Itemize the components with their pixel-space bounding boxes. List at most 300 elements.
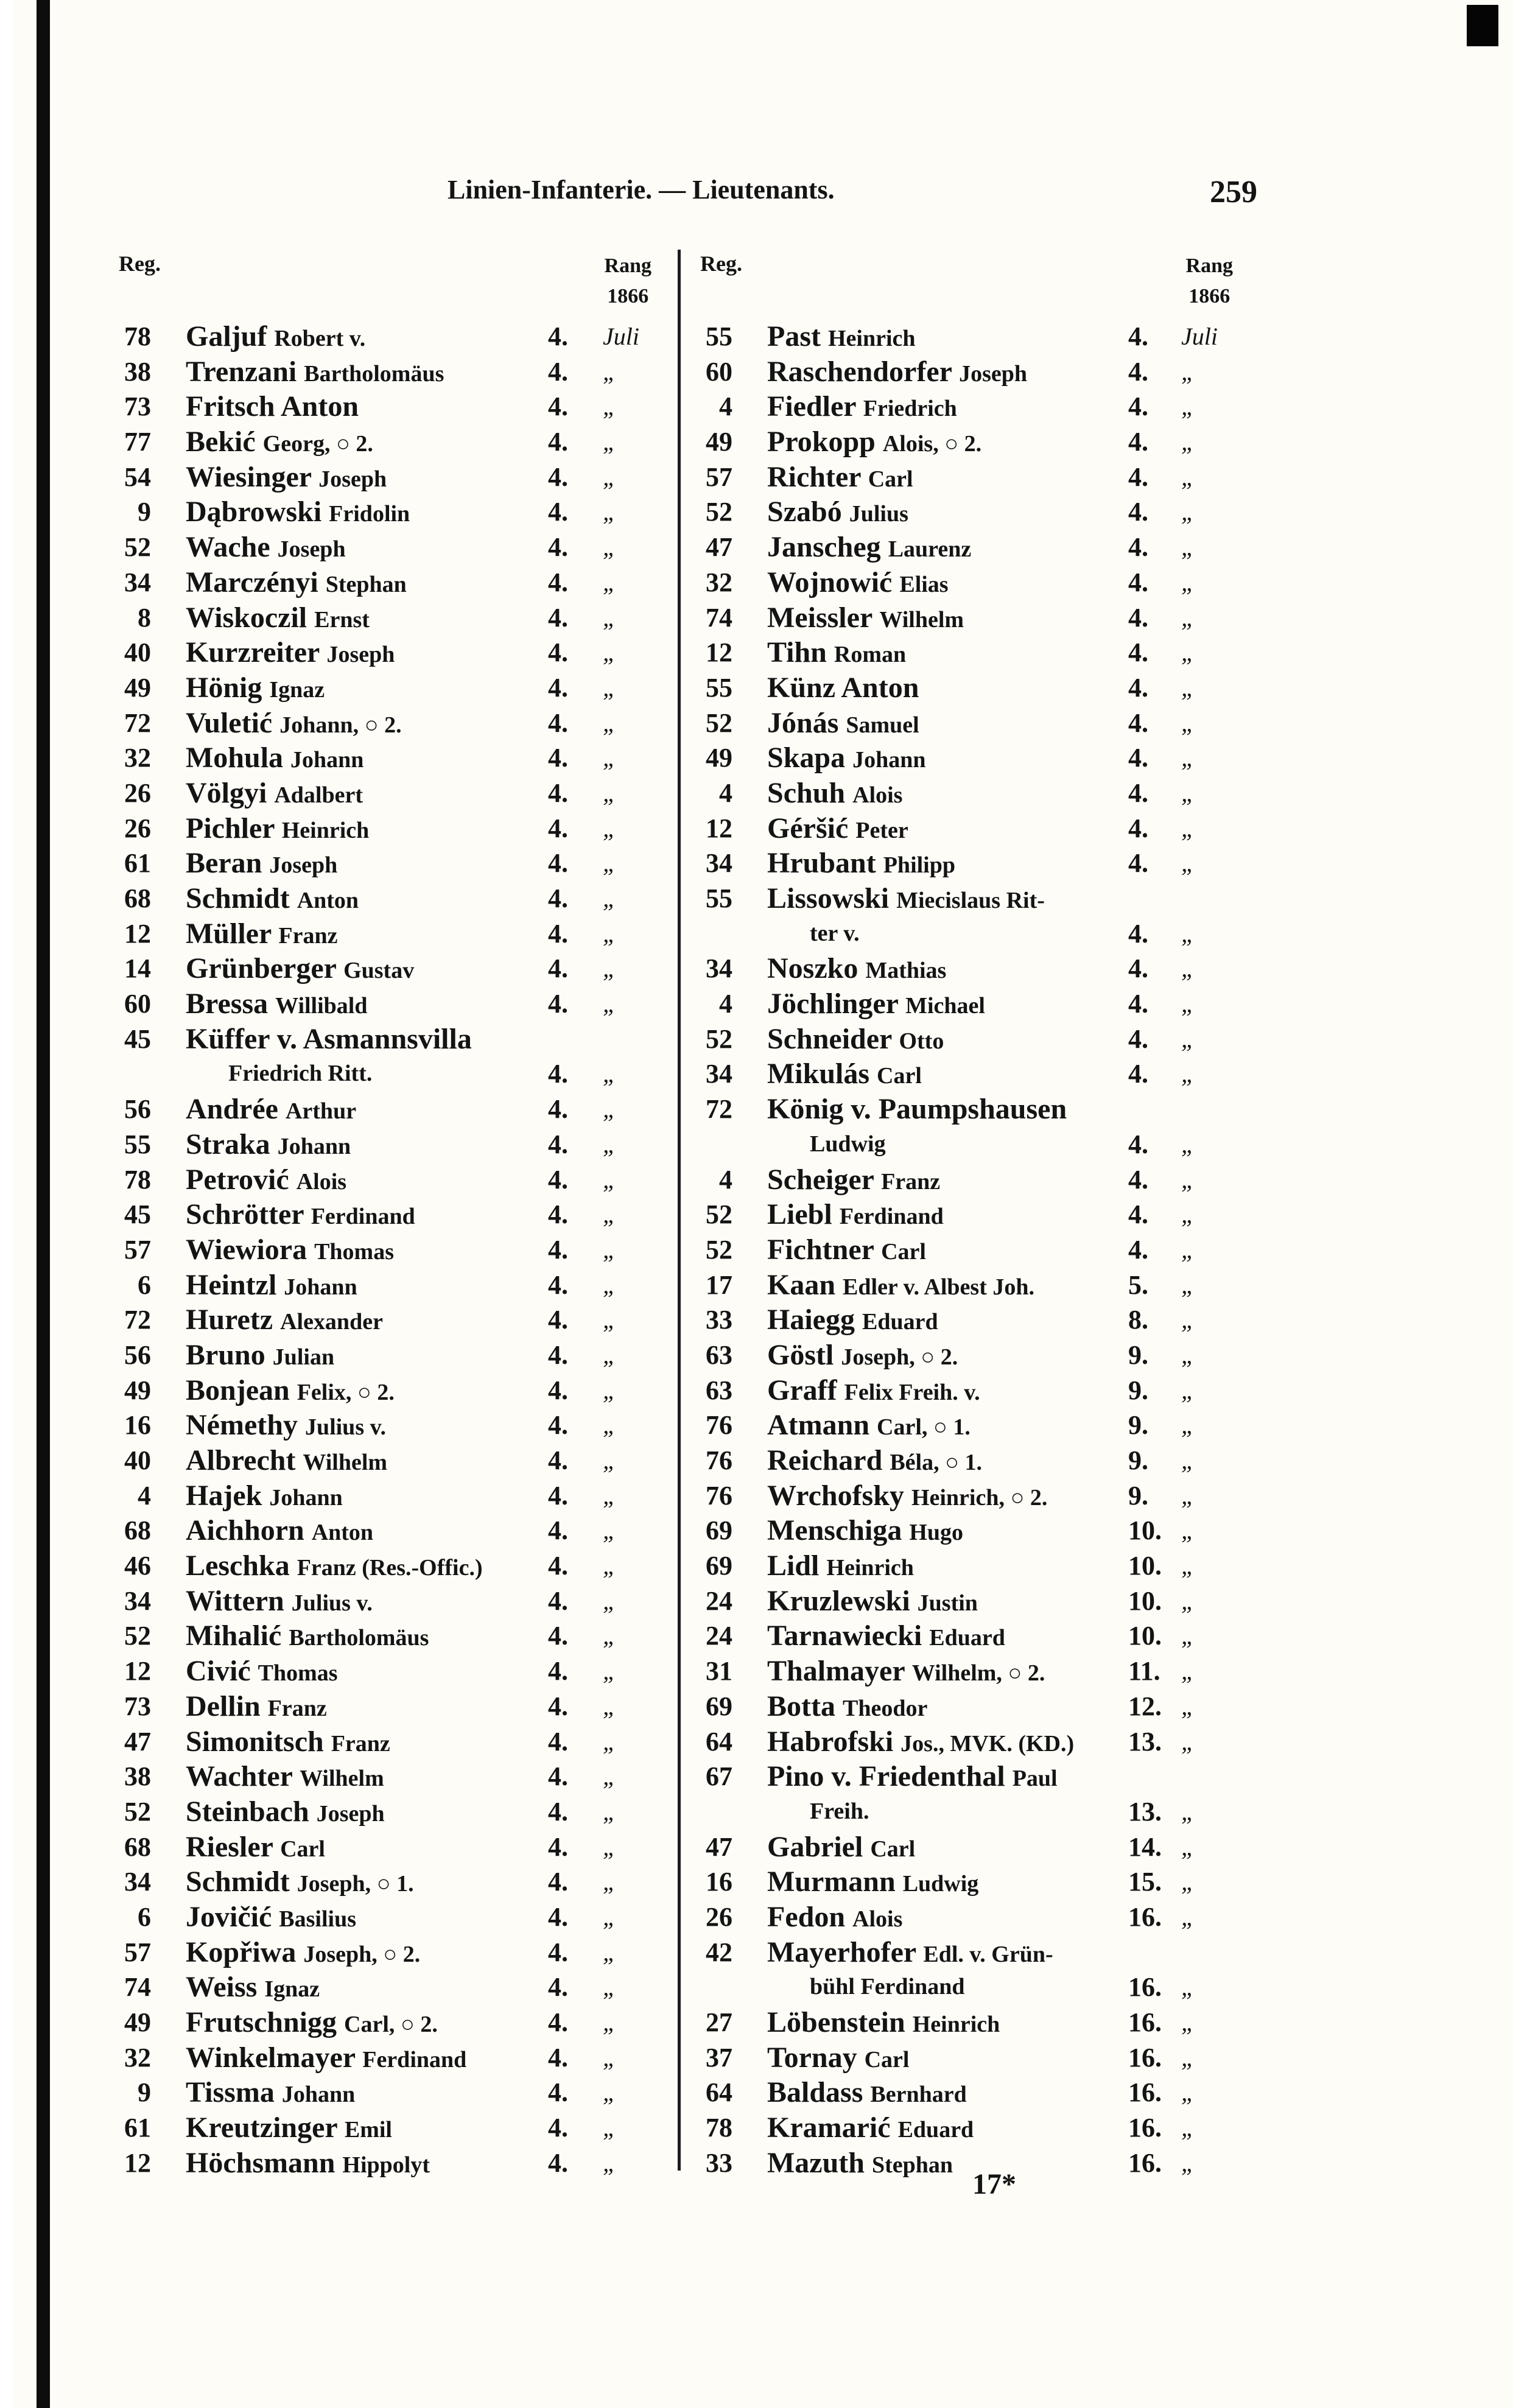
rank-date: 16. <box>1128 2042 1162 2073</box>
regiment-number: 64 <box>706 2077 732 2108</box>
surname: Tissma <box>186 2076 275 2109</box>
rank-date: 5. <box>1128 1269 1148 1300</box>
officer-name <box>186 2146 430 2183</box>
officer-name <box>186 706 402 743</box>
regiment-number: 33 <box>706 2147 732 2178</box>
rank-month: „ <box>1181 2114 1195 2142</box>
given-name: Bartholomäus <box>289 1625 429 1651</box>
surname: Beran <box>186 847 262 880</box>
regiment-number: 77 <box>124 427 151 457</box>
rank-month: „ <box>1181 2149 1195 2177</box>
given-name: Ferdinand <box>362 2046 467 2073</box>
surname: Dąbrowski <box>186 496 322 528</box>
officer-name <box>186 1197 415 1235</box>
officer-name <box>767 1162 940 1200</box>
given-name: Franz <box>331 1730 390 1757</box>
surname: Fritsch Anton <box>186 390 359 423</box>
officer-entry <box>697 706 1236 741</box>
officer-entry <box>116 1092 651 1127</box>
officer-entry <box>697 1022 1236 1057</box>
rank-month: „ <box>603 357 617 385</box>
officer-name <box>767 494 908 532</box>
officer-name <box>186 1022 472 1057</box>
given-name: Roman <box>834 642 907 668</box>
rank-month: „ <box>1181 1797 1195 1825</box>
rank-month: „ <box>603 1165 617 1193</box>
officer-name <box>767 354 1027 392</box>
officer-name <box>186 1373 395 1411</box>
given-name: Thomas <box>314 1238 394 1265</box>
given-name: Ferdinand <box>839 1204 944 1230</box>
officer-name <box>186 881 359 919</box>
rank-month: „ <box>603 814 617 842</box>
officer-name <box>767 1092 1067 1127</box>
surname: Pichler <box>186 812 275 844</box>
regiment-number: 78 <box>124 1164 151 1195</box>
rank-month: „ <box>1181 1481 1195 1509</box>
given-name: Ignaz <box>269 676 325 703</box>
officer-name <box>186 1830 325 1867</box>
rank-month: „ <box>1181 1411 1195 1439</box>
surname: Göstl <box>767 1338 834 1371</box>
officer-entry <box>697 1056 1236 1092</box>
surname: Völgyi <box>186 776 267 809</box>
surname: Meissler <box>767 601 872 634</box>
officer-entry <box>697 846 1236 881</box>
rank-date: 4. <box>1128 462 1148 492</box>
surname: Scheiger <box>767 1163 874 1196</box>
rank-month: „ <box>1181 673 1195 701</box>
given-name: Basilius <box>279 1906 357 1932</box>
rank-date: 4. <box>1128 848 1148 879</box>
given-name: Franz (Res.-Offic.) <box>297 1555 483 1581</box>
regiment-number: 31 <box>706 1656 732 1687</box>
surname: Grünberger <box>186 952 337 985</box>
given-name: Joseph <box>318 466 387 492</box>
officer-name <box>186 846 337 883</box>
rank-month: „ <box>1181 1833 1195 1861</box>
rank-month: „ <box>603 919 617 947</box>
rank-date: 4. <box>548 1339 568 1370</box>
rank-month: „ <box>1181 428 1195 456</box>
regiment-number: 34 <box>124 567 151 597</box>
rank-date: 9. <box>1128 1445 1148 1476</box>
rank-month: „ <box>1181 1517 1195 1545</box>
given-name: Joseph, ○ 2. <box>841 1344 958 1370</box>
given-name: Paul <box>1012 1766 1058 1792</box>
officer-entry <box>116 1408 651 1443</box>
regiment-number: 47 <box>706 1831 732 1862</box>
officer-name <box>186 424 373 462</box>
rank-date: 4. <box>1128 321 1148 351</box>
officer-entry <box>116 460 651 495</box>
surname: Habrofski <box>767 1725 894 1758</box>
officer-entry <box>697 740 1236 776</box>
given-name: Wilhelm <box>879 606 964 633</box>
reg-heading: Reg. <box>119 251 161 276</box>
officer-entry <box>697 951 1236 986</box>
rank-date: 4. <box>1128 1234 1148 1265</box>
officer-entry <box>697 1408 1236 1443</box>
officer-name <box>186 2075 355 2113</box>
rank-date: 4. <box>1128 497 1148 527</box>
rank-date: 4. <box>548 918 568 949</box>
officer-entry <box>697 1197 1236 1232</box>
rank-month: „ <box>1181 1973 1195 2001</box>
given-name: Heinrich <box>826 1555 914 1581</box>
given-name: Adalbert <box>274 782 363 808</box>
officer-entry <box>116 1654 651 1689</box>
officer-entry <box>697 1900 1236 1935</box>
rank-date: 4. <box>1128 427 1148 457</box>
regiment-number: 63 <box>706 1339 732 1370</box>
regiment-number: 61 <box>124 2113 151 2143</box>
officer-name <box>186 1127 351 1165</box>
regiment-number: 74 <box>124 1972 151 2003</box>
regiment-number: 64 <box>706 1726 732 1757</box>
surname: Gabriel <box>767 1830 863 1863</box>
rank-date: 16. <box>1128 1972 1162 2003</box>
regiment-number: 26 <box>124 813 151 843</box>
officer-name <box>186 1513 373 1551</box>
officer-name <box>186 565 407 603</box>
regiment-number: 47 <box>706 532 732 563</box>
officer-entry <box>116 881 651 916</box>
rank-month: „ <box>603 1692 617 1720</box>
surname: Civić <box>186 1655 251 1688</box>
given-name: Laurenz <box>888 536 972 563</box>
officer-name <box>767 1373 980 1411</box>
officer-name <box>767 2075 967 2113</box>
rank-date: 4. <box>548 2007 568 2038</box>
rank-date: 4. <box>548 2147 568 2178</box>
surname: Mayerhofer <box>767 1936 916 1968</box>
officer-name <box>767 1408 971 1445</box>
surname: Wrchofsky <box>767 1479 904 1512</box>
officer-name <box>767 951 946 989</box>
rank-month: „ <box>1181 1447 1195 1475</box>
officer-entry <box>697 1584 1236 1619</box>
officer-entry <box>697 565 1236 600</box>
regiment-number: 24 <box>706 1621 732 1651</box>
officer-name <box>186 776 363 813</box>
regiment-number: 4 <box>719 778 732 808</box>
surname: Aichhorn <box>186 1514 304 1547</box>
rank-month: „ <box>603 639 617 667</box>
rank-date: 4. <box>1128 567 1148 597</box>
officer-name <box>767 1268 1034 1305</box>
officer-name <box>767 2040 909 2078</box>
regiment-number: 27 <box>706 2007 732 2038</box>
officer-name <box>186 1618 429 1656</box>
officer-name <box>767 1302 938 1340</box>
rank-month: Juli <box>603 323 639 350</box>
regiment-number: 69 <box>706 1691 732 1721</box>
regiment-number: 55 <box>706 883 732 913</box>
rank-month: „ <box>1181 849 1195 877</box>
rank-month: „ <box>603 744 617 772</box>
surname: Bonjean <box>186 1374 290 1406</box>
rang-heading <box>1186 251 1233 312</box>
given-name: Miecislaus Rit- <box>896 888 1045 913</box>
rank-month: „ <box>1181 1165 1195 1193</box>
rank-date: 4. <box>548 883 568 913</box>
officer-name <box>186 1970 320 2007</box>
officer-name <box>186 1724 390 1762</box>
officer-entry <box>116 846 651 881</box>
officer-name <box>767 319 916 357</box>
rank-month: „ <box>1181 639 1195 667</box>
surname: Künz Anton <box>767 671 919 704</box>
surname: Raschendorfer <box>767 355 952 388</box>
rank-month: „ <box>603 1376 617 1404</box>
rank-date: 11. <box>1128 1656 1160 1687</box>
rank-month: „ <box>603 2043 617 2071</box>
rank-month: „ <box>603 568 617 596</box>
officer-entry <box>116 776 651 811</box>
rank-month: „ <box>1181 1376 1195 1404</box>
surname: Jónás <box>767 706 839 739</box>
surname: Graff <box>767 1374 837 1406</box>
officer-name <box>186 1654 338 1691</box>
regiment-number: 68 <box>124 1831 151 1862</box>
officer-name <box>186 951 414 989</box>
officer-entry <box>116 494 651 530</box>
given-name: Carl <box>881 1238 926 1265</box>
surname: Mohula <box>186 742 284 774</box>
rank-date: 4. <box>548 1867 568 1897</box>
rank-date: 4. <box>548 1621 568 1651</box>
regiment-number: 46 <box>124 1551 151 1581</box>
given-name: Franz <box>278 922 338 949</box>
given-name: Stephan <box>325 571 407 597</box>
rank-month: „ <box>603 2079 617 2107</box>
rank-month: „ <box>1181 2043 1195 2071</box>
officer-name <box>186 1548 483 1586</box>
rank-date: 4. <box>548 462 568 492</box>
regiment-number: 76 <box>706 1480 732 1511</box>
regiment-number: 68 <box>124 1515 151 1546</box>
officer-name <box>767 600 964 638</box>
officer-name <box>767 565 949 603</box>
rank-month: „ <box>1181 1235 1195 1263</box>
regiment-number: 52 <box>706 707 732 738</box>
surname: Tarnawiecki <box>767 1620 922 1652</box>
surname: Noszko <box>767 952 858 985</box>
officer-name <box>186 600 370 638</box>
rank-date: 13. <box>1128 1726 1162 1757</box>
surname: Liebl <box>767 1198 832 1231</box>
regiment-number: 49 <box>124 1375 151 1405</box>
regiment-number: 38 <box>124 356 151 387</box>
rank-date: 16. <box>1128 2113 1162 2143</box>
officer-entry <box>116 1935 651 1970</box>
given-name: Gustav <box>343 958 415 984</box>
rank-month: „ <box>603 1938 617 1966</box>
given-name: Carl, ○ 2. <box>344 2012 438 2038</box>
officer-name <box>767 1759 1058 1797</box>
officer-entry <box>697 811 1236 846</box>
regiment-number: 69 <box>706 1551 732 1581</box>
regiment-number: 49 <box>706 427 732 457</box>
rank-date: 4. <box>548 1551 568 1581</box>
given-name: Joseph <box>316 1800 385 1827</box>
officer-name <box>767 1689 927 1727</box>
rank-date: 4. <box>1128 918 1148 949</box>
rank-date: 4. <box>548 1901 568 1932</box>
rank-month: „ <box>603 709 617 737</box>
given-name: Eduard <box>862 1309 938 1335</box>
officer-name <box>767 1197 944 1235</box>
rank-month: „ <box>603 533 617 561</box>
surname: Menschiga <box>767 1514 902 1547</box>
surname: Jovičić <box>186 1900 272 1933</box>
regiment-number: 6 <box>138 1269 151 1300</box>
surname: Frutschnigg <box>186 2006 337 2039</box>
given-name: Joseph <box>277 536 346 563</box>
officer-name <box>186 1935 420 1973</box>
rank-month: „ <box>1181 1060 1195 1088</box>
given-name: Julius <box>849 501 908 527</box>
regiment-number: 45 <box>124 1023 151 1054</box>
regiment-number: 72 <box>124 707 151 738</box>
surname: Wache <box>186 531 270 564</box>
officer-name <box>186 1162 346 1200</box>
regiment-number: 72 <box>124 1305 151 1335</box>
given-name: Julius v. <box>304 1414 387 1441</box>
given-name: Heinrich <box>281 817 370 843</box>
page-margin <box>0 0 13 2408</box>
given-name: Johann <box>269 1484 343 1511</box>
rank-month: „ <box>603 2149 617 2177</box>
rank-month: „ <box>603 1060 617 1088</box>
rank-date: 4. <box>548 1199 568 1230</box>
rank-month: „ <box>603 885 617 912</box>
rank-date: 4. <box>1128 778 1148 808</box>
rank-month: „ <box>1181 1657 1195 1685</box>
rank-month: „ <box>603 1095 617 1123</box>
given-name: Joseph <box>269 852 338 879</box>
officer-name <box>186 1268 357 1305</box>
given-name: Carl, ○ 1. <box>877 1414 971 1441</box>
surname: Reichard <box>767 1444 883 1477</box>
given-name: Wilhelm, ○ 2. <box>911 1660 1045 1687</box>
officer-name <box>767 1478 1047 1516</box>
rank-date: 4. <box>1128 813 1148 843</box>
officer-entry <box>116 2110 651 2146</box>
regiment-number: 52 <box>706 1234 732 1265</box>
given-name: Alois, ○ 2. <box>882 431 982 457</box>
rank-date: 4. <box>1128 637 1148 668</box>
rank-date: 4. <box>1128 989 1148 1019</box>
surname: Lidl <box>767 1550 820 1582</box>
rank-date: 4. <box>548 1059 568 1089</box>
officer-name <box>767 706 919 743</box>
officer-name <box>186 389 359 424</box>
rank-month: „ <box>603 1306 617 1334</box>
given-name: Friedrich <box>863 396 957 422</box>
rank-date: 4. <box>548 672 568 703</box>
regiment-number: 49 <box>124 2007 151 2038</box>
rank-date: 9. <box>1128 1375 1148 1405</box>
column-divider <box>678 250 681 2171</box>
given-name: Alexander <box>280 1309 383 1335</box>
surname: Richter <box>767 460 861 493</box>
surname: Thalmayer <box>767 1655 905 1688</box>
given-name: Ludwig <box>902 1871 979 1897</box>
officer-entry <box>116 1268 651 1303</box>
given-name: Bartholomäus <box>304 360 444 387</box>
given-name: Franz <box>881 1168 941 1195</box>
regiment-number: 16 <box>124 1410 151 1441</box>
regiment-number: 16 <box>706 1867 732 1897</box>
regiment-number: 55 <box>706 321 732 351</box>
given-name: Ernst <box>314 606 370 633</box>
surname: Wojnowić <box>767 566 893 598</box>
regiment-number: 57 <box>706 462 732 492</box>
surname: Baldass <box>767 2076 863 2109</box>
officer-name <box>186 460 387 497</box>
regiment-number: 55 <box>706 672 732 703</box>
rank-date: 4. <box>1128 391 1148 422</box>
surname: Géršić <box>767 812 849 844</box>
surname: König v. Paumpshausen <box>767 1093 1067 1126</box>
surname: Trenzani <box>186 355 297 388</box>
rank-date: 14. <box>1128 1831 1162 1862</box>
rank-month: „ <box>1181 1868 1195 1896</box>
rank-date: 4. <box>1128 1059 1148 1089</box>
given-name: Edl. v. Grün- <box>923 1941 1053 1967</box>
rank-date: 4. <box>1128 953 1148 984</box>
officer-name <box>767 389 957 427</box>
rank-month: „ <box>1181 1552 1195 1580</box>
officer-entry <box>697 1759 1236 1829</box>
column-header <box>116 251 651 319</box>
officer-entry <box>116 424 651 460</box>
given-name: Johann <box>277 1133 351 1159</box>
surname: Höchsmann <box>186 2146 335 2179</box>
name-continuation: ter v. <box>810 920 860 946</box>
regiment-number: 72 <box>706 1094 732 1125</box>
officer-name <box>186 1478 343 1516</box>
surname: Mazuth <box>767 2146 865 2179</box>
surname: Simonitsch <box>186 1725 324 1758</box>
regiment-number: 47 <box>124 1726 151 1757</box>
rank-date: 16. <box>1128 2147 1162 2178</box>
regiment-number: 76 <box>706 1410 732 1441</box>
given-name: Franz <box>267 1695 327 1721</box>
regiment-number: 60 <box>706 356 732 387</box>
given-name: Edler v. Albest Joh. <box>843 1274 1034 1300</box>
given-name: Carl <box>280 1836 325 1862</box>
officer-name <box>767 1548 914 1586</box>
rank-date: 4. <box>548 356 568 387</box>
officer-entry <box>116 1232 651 1268</box>
regiment-number: 67 <box>706 1761 732 1792</box>
officer-name <box>186 1302 383 1340</box>
rank-month: „ <box>603 849 617 877</box>
officer-entry <box>116 951 651 986</box>
rank-date: 4. <box>1128 532 1148 563</box>
officer-entry <box>116 740 651 776</box>
officer-entry <box>697 1548 1236 1584</box>
officer-name <box>767 530 971 567</box>
reg-heading: Reg. <box>700 251 742 276</box>
surname: Kurzreiter <box>186 636 320 669</box>
officer-name <box>767 1513 963 1551</box>
rank-date: 4. <box>1128 743 1148 773</box>
rank-date: 4. <box>548 1831 568 1862</box>
